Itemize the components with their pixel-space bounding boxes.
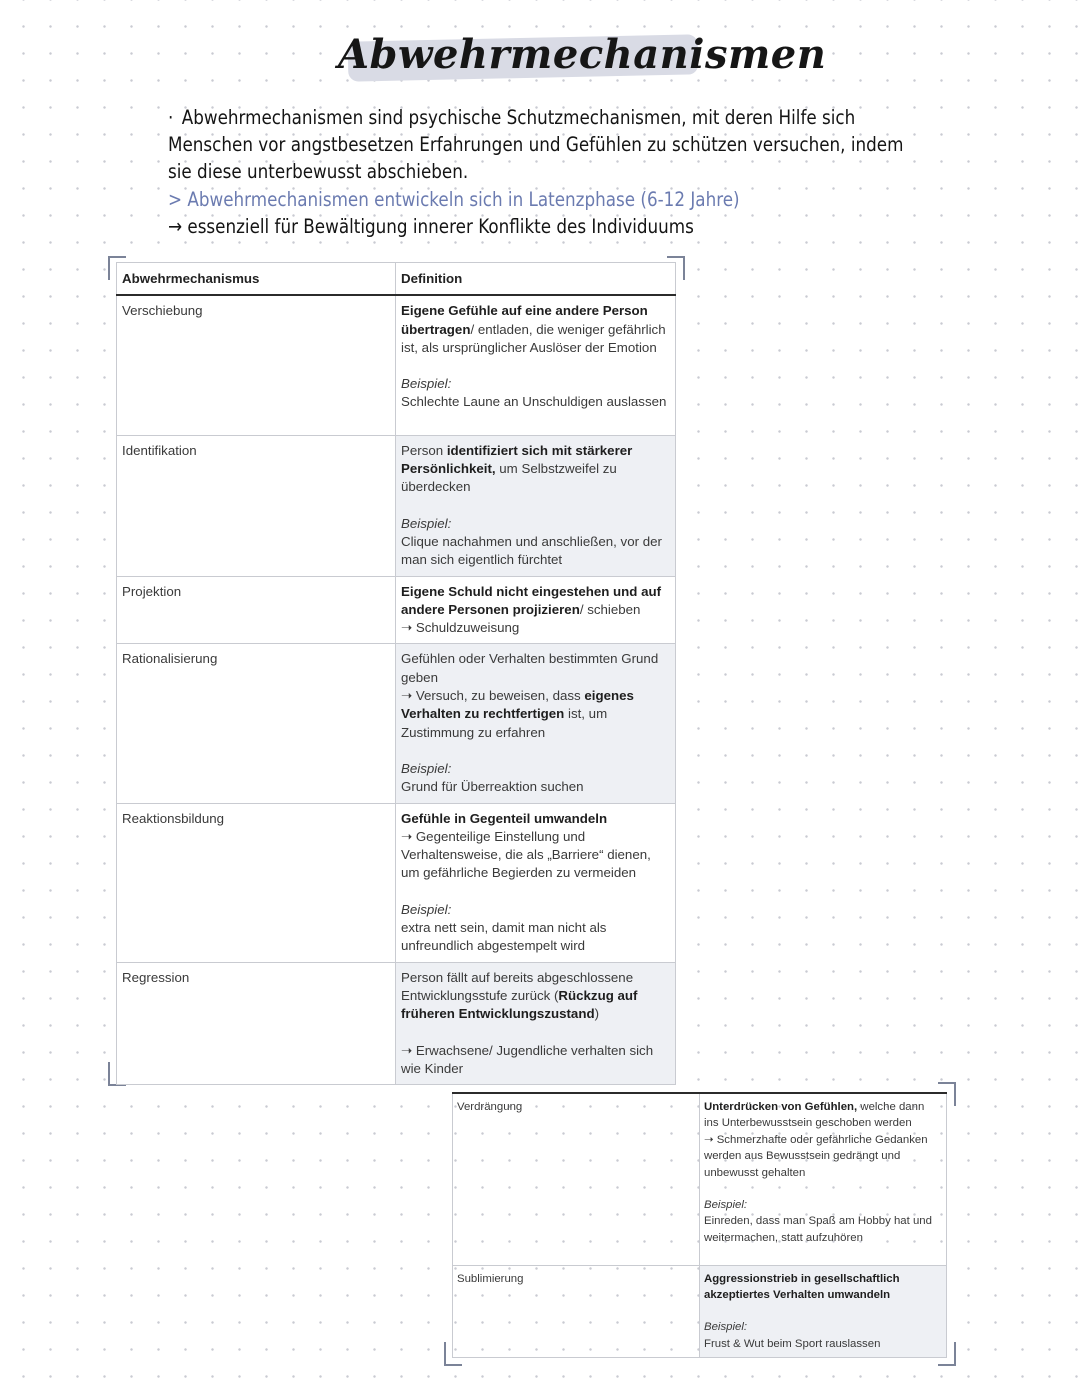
row-definition [700,1093,947,1265]
def-bold: Eigene Gefühle auf eine andere Person übertragen [401,303,648,337]
def-text: welche dann ins Unterbewusstsein geschoben werden [704,1101,925,1130]
intro-latenzphase: > Abwehrmechanismen entwickeln sich in Latenzphase (6-12 Jahre) [168,188,740,211]
example-text: Clique nachahmen und anschließen, vor der man sich eigentlich fürchtet [401,533,662,568]
intro-essenziell: → essenziell für Bewältigung innerer Konflikte des Individuums [168,215,694,238]
def-bold: Eigene Schuld nicht eingestehen und auf andere Personen projizieren [401,583,662,617]
def-bold: Aggressionstrieb in gesellschaftlich akzeptiertes Verhalten umwandeln [704,1272,900,1301]
example-label: Beispiel: [401,376,452,392]
def-text: / entladen, die weniger gefährlich ist, als ursprünglicher Auslöser der Emotion [401,321,666,355]
example-text: Schlechte Laune an Unschuldigen auslassen [401,394,667,410]
example-label: Beispiel: [401,901,452,917]
mechanism-table-continued [452,1092,947,1358]
intro-definition [168,104,925,185]
row-name: Sublimierung [453,1265,700,1358]
row-definition [700,1265,947,1358]
row-name: Reaktionsbildung [117,803,396,962]
def-bold: identifiziert sich mit stärkerer Persönlichkeit, [401,442,633,477]
def-bold: Gefühle in Gegenteil umwandeln [401,810,608,826]
table-row [117,962,676,1084]
row-definition [396,803,676,962]
table-row [117,435,676,576]
row-name: Rationalisierung [117,644,396,803]
def-arrow-text: ➝ Versuch, zu beweisen, dass [401,688,585,704]
example-text: Grund für Überreaktion suchen [401,779,584,795]
example-label: Beispiel: [704,1321,748,1334]
row-name: Regression [117,962,396,1084]
def-bold: eigenes Verhalten zu rechtfertigen [401,688,634,722]
header-definition: Definition [396,263,676,296]
title-block [338,24,827,86]
table-row [117,644,676,803]
def-text: um Selbstzweifel zu überdecken [401,461,617,495]
row-definition [396,435,676,576]
row-name: Verdrängung [453,1093,700,1265]
def-text: ) [594,1006,600,1022]
table-row [117,803,676,962]
example-label: Beispiel: [401,760,452,776]
def-text: Gefühlen oder Verhalten bestimmten Grund geben [401,651,659,685]
row-name: Projektion [117,576,396,644]
example-text: Einreden, dass man Spaß am Hobby hat und weitermachen, statt aufzuhören [704,1215,932,1244]
def-text: Person fällt auf bereits abgeschlossene Entwicklungsstufe zurück ( [401,969,634,1003]
row-definition [396,644,676,803]
def-bold: Rückzug auf früheren Entwicklungszustand [401,987,638,1022]
example-label: Beispiel: [401,515,452,531]
row-definition [396,962,676,1084]
def-text: Person [401,442,447,458]
def-arrow-text: ➝ Gegenteilige Einstellung und Verhaltensweise, die als „Barriere“ dienen, um gefährliche Begierden zu vermeiden [401,828,651,881]
row-name: Verschiebung [117,295,396,435]
def-text: / schieben [579,601,641,617]
def-bold: Unterdrücken von Gefühlen, [704,1101,858,1113]
table-row [453,1265,947,1358]
row-name: Identifikation [117,435,396,576]
table-row [117,576,676,644]
page-title: Abwehrmechanismen [338,31,827,78]
def-text: ist, um Zustimmung zu erfahren [401,706,608,740]
example-label: Beispiel: [704,1199,748,1212]
table-row [117,295,676,435]
header-mechanism: Abwehrmechanismus [117,263,396,296]
row-definition [396,576,676,644]
def-arrow-text: ➝ Schmerzhafte oder gefährliche Gedanken werden aus Bewusstsein gedrängt und unbewusst gehalten [704,1133,928,1179]
def-arrow-text: ➝ Erwachsene/ Jugendliche verhalten sich wie Kinder [401,1042,654,1076]
mechanism-table [116,262,676,1085]
intro-notes [168,104,928,240]
intro-definition-text: Abwehrmechanismen sind psychische Schutzmechanismen, mit deren Hilfe sich Menschen vor angstbesetzen Erfahrungen und Gefühlen zu schützen versuchen, indem sie diese unterbewusst abschieben. [168,106,904,183]
example-text: extra nett sein, damit man nicht als unfreundlich abgestempelt wird [401,920,607,954]
row-definition [396,295,676,435]
table-header-row [117,263,676,296]
def-arrow-text: ➝ Schuldzuweisung [401,620,520,636]
table-row [453,1093,947,1265]
example-text: Frust & Wut beim Sport rauslassen [704,1337,881,1350]
bullet-dot: · [168,106,174,129]
